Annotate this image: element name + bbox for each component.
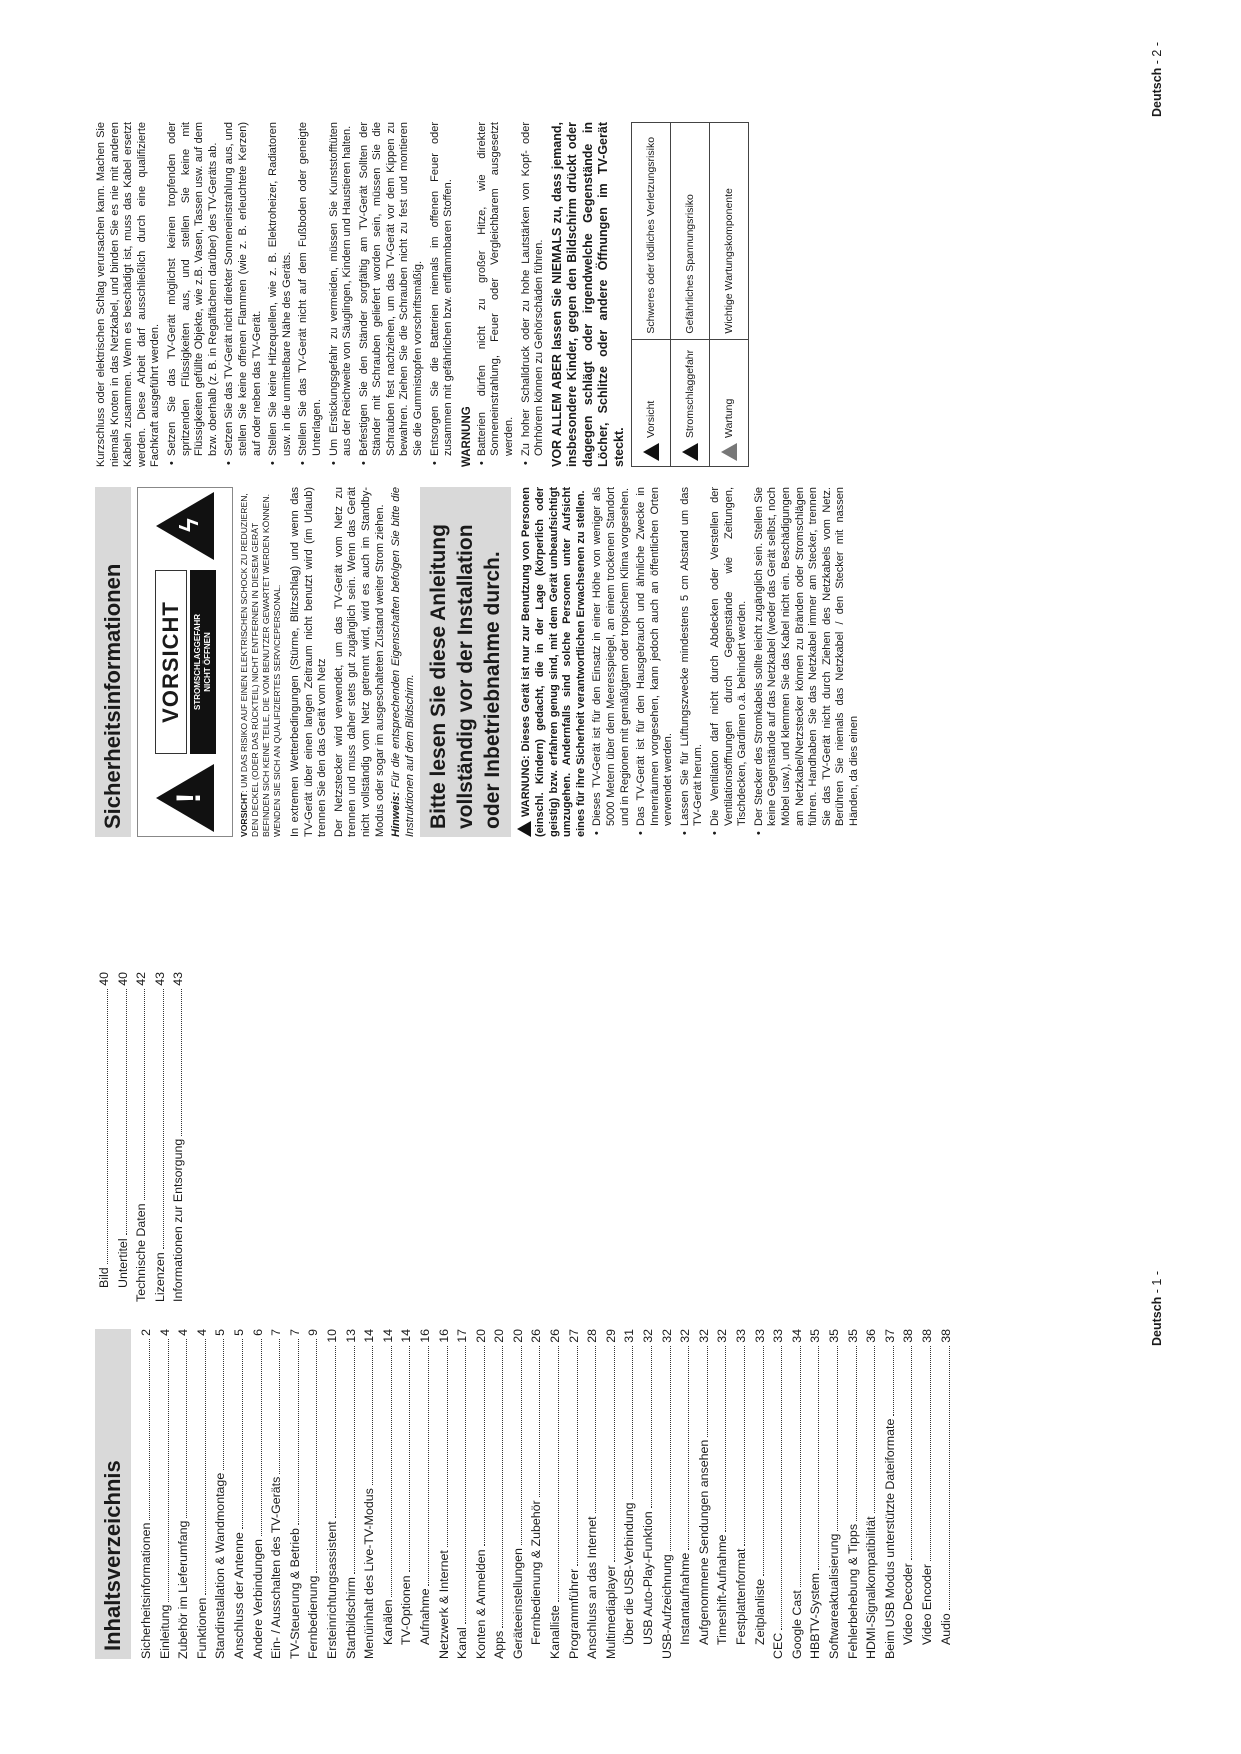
toc-entry-label: Anschluss an das Internet [585, 1516, 600, 1659]
caution-lead: VORSICHT [239, 792, 249, 837]
toc-entry[interactable] [918, 1329, 937, 1659]
maintenance-triangle-icon [721, 443, 737, 461]
toc-entry-label: Informationen zur Entsorgung [171, 1138, 186, 1302]
toc-leader-dots [325, 1346, 336, 1518]
shock-hazard-line-2: NICHT ÖFFNEN [202, 632, 212, 692]
caution-center [155, 570, 216, 754]
toc-entry-label: Kanal [455, 1627, 470, 1659]
toc-entry-page: 14 [380, 1329, 395, 1343]
toc-entry-label: Netzwerk & Internet [436, 1550, 451, 1659]
toc-entry-label: Standinstallation & Wandmontage [213, 1472, 228, 1659]
toc-leader-dots [678, 1346, 689, 1550]
symbol-label: Wartung [723, 398, 736, 438]
toc-leader-dots [585, 1346, 596, 1514]
shock-hazard-line-1: STROMSCHLAGGEFAHR [192, 614, 202, 710]
toc-entry-label: Bild [97, 1267, 111, 1288]
toc-entry-page: 37 [882, 1329, 897, 1343]
toc-entry-page: 2 [139, 1329, 153, 1336]
toc-list-continued [95, 972, 188, 1302]
toc-entry-page: 31 [622, 1329, 637, 1343]
toc-entry-page: 32 [678, 1329, 693, 1343]
caution-triangle-icon [643, 443, 659, 461]
toc-entry-label: USB-Aufzeichnung [659, 1554, 674, 1659]
footer-language: Deutsch [1150, 1296, 1164, 1346]
toc-entry-page: 4 [157, 1329, 172, 1336]
toc-entry[interactable] [267, 1329, 286, 1659]
toc-entry[interactable] [156, 1329, 175, 1659]
toc-entry-page: 40 [97, 972, 111, 986]
symbol-cell [710, 339, 749, 466]
caution-text [239, 487, 283, 837]
toc-entry-page: 5 [231, 1329, 246, 1336]
hint-lead: Hinweis: [390, 791, 403, 837]
toc-entry[interactable] [132, 972, 151, 1302]
toc-entry-page: 33 [734, 1329, 748, 1343]
toc-leader-dots [344, 1346, 355, 1574]
warning-heading: WARNUNG [460, 406, 473, 467]
bullet-battery-heat: • Batterien dürfen nicht zu großer Hitze, wie direkter Sonneneinstrahlung, Feuer oder Vergleichbarem ausgesetzt werden. [476, 122, 517, 467]
children-warning: VOR ALLEM ABER lassen Sie NIEMALS zu, dass jemand, insbesondere Kinder, gegen den Bildschirm drückt oder dagegen schlägt oder irgendwelche Gegenstände in Löcher, Schlitze oder andere Öffnungen im TV-Gerät steckt. [549, 122, 626, 467]
toc-entry[interactable] [881, 1329, 900, 1659]
toc-leader-dots [176, 1339, 187, 1518]
bullet-ventilation-gap: • Lassen Sie für Lüftungszwecke mindestens 5 cm Abstand um das TV-Gerät herum. [679, 487, 706, 837]
symbol-label: Vorsicht [645, 400, 658, 438]
toc-entry-page: 35 [826, 1329, 841, 1343]
symbol-label: Stromschlaggefahr [684, 349, 697, 438]
toc-entry-label: TV-Optionen [399, 1575, 414, 1645]
toc-entry[interactable] [379, 1329, 398, 1659]
toc-entry[interactable] [806, 1329, 825, 1659]
toc-leader-dots [846, 1346, 857, 1521]
warning-paragraph [517, 487, 588, 837]
toc-entry-label: Einleitung [157, 1604, 172, 1659]
toc-entry-page: 9 [306, 1329, 321, 1336]
toc-entry[interactable] [416, 1329, 435, 1659]
toc-entry[interactable] [509, 1329, 528, 1659]
footer-page-number: - 1 - [1150, 1270, 1164, 1297]
toc-entry-label: USB Auto-Play-Funktion [641, 1511, 656, 1645]
toc-entry-label: Menüinhalt des Live-TV-Modus [362, 1488, 377, 1659]
toc-entry-label: Google Cast [789, 1590, 804, 1659]
toc-entry[interactable] [732, 1329, 751, 1659]
symbol-description: Wichtige Wartungskomponente [710, 123, 749, 340]
toc-entry-page: 38 [919, 1329, 934, 1343]
toc-leader-dots [529, 1346, 540, 1498]
toc-entry[interactable] [639, 1329, 658, 1659]
toc-entry[interactable] [397, 1329, 416, 1659]
toc-entry[interactable] [825, 1329, 844, 1659]
toc-leader-dots [827, 1346, 838, 1531]
symbol-cell [671, 339, 710, 466]
symbol-table [631, 122, 749, 467]
toc-leader-dots [622, 1346, 633, 1500]
toc-entry-label: Ersteinrichtungsassistent [324, 1521, 339, 1659]
toc-entry[interactable] [95, 972, 114, 1302]
toc-leader-dots [306, 1339, 317, 1573]
symbol-row [710, 123, 749, 467]
toc-entry-label: Fernbedienung [306, 1575, 321, 1659]
lightning-warning-icon: ϟ [156, 492, 214, 560]
toc-entry-page: 33 [771, 1329, 786, 1343]
bullet-power-cord: • Der Stecker des Stromkabels sollte leicht zugänglich sein. Stellen Sie keine Gegenstände auf das Netzkabel (weder das Gerät selbst, noch Möbel usw.), und klemmen Sie das Kabel nicht ein. Beschädigungen am Netzkabel/Netzstecker können zu Bränden oder Stromschlägen führen. Handhaben Sie das Netzkabel immer am Stecker, trennen Sie das TV-Gerät nicht durch Ziehen des Netzkabels vom Netz. Berühren Sie niemals das Netzkabel / den Stecker mit nassen Händen, da dies einen [753, 487, 862, 837]
footer-page-number: - 2 - [1150, 41, 1164, 68]
toc-entry-label: Beim USB Modus unterstützte Dateiformate [882, 1418, 897, 1659]
toc-leader-dots [232, 1339, 243, 1529]
toc-entry[interactable] [249, 1329, 268, 1659]
toc-entry[interactable] [620, 1329, 639, 1659]
toc-leader-dots [734, 1346, 745, 1546]
toc-leader-dots [399, 1346, 410, 1573]
toc-entry-page: 14 [399, 1329, 414, 1343]
toc-entry[interactable] [527, 1329, 546, 1659]
bullet-stand: • Befestigen Sie den Ständer sorgfältig am TV-Gerät Sollten der Ständer mit Schrauben geliefert worden sein, müssen Sie die Schrauben fest nachziehen, um das TV-Gerät vor dem Kippen zu bewahren. Ziehen Sie die Schrauben nicht zu fest und montieren Sie die Gummistopfen vorschriftsmäßig. [358, 122, 426, 467]
toc-entry-page: 5 [213, 1329, 228, 1336]
toc-entry-page: 7 [269, 1329, 284, 1336]
toc-leader-dots [362, 1346, 373, 1485]
toc-leader-dots [269, 1339, 280, 1474]
toc-leader-dots [771, 1346, 782, 1630]
toc-entry[interactable] [602, 1329, 621, 1659]
toc-leader-dots [492, 1346, 503, 1628]
toc-entry-label: Konten & Anmelden [473, 1549, 488, 1659]
caution-body: : UM DAS RISIKO AUF EINEN ELEKTRISCHEN SCHOCK ZU REDUZIEREN, DEN DECKEL (ODER DAS RÜCKTEIL) NICHT ENTFERNEN IN DIESEM GERÄT BEFINDEN SICH KEINE TEILE, DIE VOM BENUTZER GEWARTET WERDEN KÖNNEN. WENDEN SIE SICH AN QUALIFIZIERTES SERVICEPERSONAL. [239, 493, 282, 837]
toc-entry-label: Lizenzen [152, 1252, 167, 1302]
toc-entry-page: 4 [194, 1329, 209, 1336]
toc-leader-dots [641, 1346, 652, 1509]
toc-entry[interactable] [230, 1329, 249, 1659]
bullet-heat-sources: • Stellen Sie keine Hitzequellen, wie z. B. Elektroheizer, Radiatoren usw. in die unmittelbare Nähe des Geräts. [267, 122, 294, 467]
toc-entry[interactable] [323, 1329, 342, 1659]
footer-language: Deutsch [1150, 67, 1164, 117]
read-manual-title: Bitte lesen Sie diese Anleitung vollständig vor der Installation oder Inbetriebnahme durch. [420, 487, 511, 837]
bullet-floor: • Stellen Sie das TV-Gerät nicht auf dem Fußboden oder geneigte Unterlagen. [297, 122, 324, 467]
symbol-description: Schweres oder tödliches Verletzungsrisiko [632, 123, 671, 340]
toc-leader-dots [288, 1339, 299, 1525]
symbol-row [632, 123, 671, 467]
toc-leader-dots [171, 989, 182, 1136]
toc-entry-label: Video Decoder [901, 1563, 916, 1645]
toc-entry[interactable] [769, 1329, 788, 1659]
toc-entry-label: Geräteeinstellungen [510, 1548, 525, 1659]
toc-entry-label: Fehlerbehebung & Tipps [845, 1523, 860, 1659]
toc-title: Inhaltsverzeichnis [95, 1329, 131, 1659]
toc-entry-label: Startbildschirm [343, 1577, 358, 1659]
toc-leader-dots [715, 1346, 726, 1532]
toc-entry-label: Kanälen [380, 1599, 395, 1645]
toc-entry[interactable] [937, 1329, 956, 1659]
toc-entry[interactable] [211, 1329, 230, 1659]
toc-entry-label: Programmführer [566, 1568, 581, 1659]
toc-entry-label: Video Encoder [919, 1563, 934, 1645]
toc-entry-page: 17 [455, 1329, 470, 1343]
bullet-plastic-bags: • Um Erstickungsgefahr zu vermeiden, müssen Sie Kunststofftüten aus der Reichweite von Säuglingen, Kindern und Haustieren halten. [328, 122, 355, 467]
warning-icon [517, 821, 531, 837]
toc-leader-dots [883, 1346, 894, 1416]
toc-entry[interactable] [490, 1329, 509, 1659]
page-footer-2 [1150, 42, 1164, 117]
toc-entry-label: Timeshift-Aufnahme [715, 1534, 730, 1645]
toc-leader-dots [604, 1346, 615, 1563]
lightning-triangle-icon [682, 443, 698, 461]
toc-entry-label: Anschluss der Antenne [231, 1532, 246, 1659]
toc-entry-page: 27 [566, 1329, 581, 1343]
toc-entry-page: 43 [152, 972, 167, 986]
page-1 [0, 877, 1241, 1754]
bullet-altitude: • Dieses TV-Gerät ist für den Einsatz in einer Höhe von weniger als 5000 Metern über dem Meeresspiegel, an einem trockenen Standort und in Regionen mit gemäßigtem oder tropischem Klima vorgesehen. [591, 487, 632, 837]
toc-entry-page: 13 [343, 1329, 358, 1343]
toc-leader-dots [418, 1346, 429, 1586]
toc-leader-dots [455, 1346, 466, 1625]
toc-leader-dots [901, 1346, 912, 1560]
toc-entry-page: 43 [171, 972, 186, 986]
toc-column-2 [95, 972, 188, 1302]
toc-leader-dots [195, 1339, 206, 1595]
toc-leader-dots [790, 1346, 801, 1587]
toc-entry-page: 32 [659, 1329, 674, 1343]
toc-leader-dots [251, 1339, 262, 1536]
toc-entry-page: 32 [641, 1329, 656, 1343]
warning-text: WARNUNG: Dieses Gerät ist nur zur Benutzung von Personen (einschl. Kindern) gedacht, die in der Lage (körperlich oder geistig) bzw. erfahren genug sind, mit dem Gerät unbeaufsichtigt umzugehen. Andernfalls sind solche Personen unter Aufsicht eines für ihre Sicherheit verantwortlichen Erwachsenen zu stellen. [520, 487, 587, 837]
bullet-ventilation-cover: • Die Ventilation darf nicht durch Abdecken oder Verstellen der Ventilationsöffnungen durch Gegenstände wie Zeitungen, Tischdecken, Gardinen o.ä. behindert werden. [709, 487, 750, 837]
toc-entry-page: 26 [529, 1329, 544, 1343]
toc-entry-label: Softwareaktualisierung [826, 1533, 841, 1659]
toc-entry-label: Zubehör im Lieferumfang [176, 1520, 191, 1659]
toc-entry-page: 40 [115, 972, 130, 986]
exclamation-warning-icon: ! [156, 764, 214, 832]
toc-leader-dots [213, 1339, 224, 1470]
toc-leader-dots [139, 1339, 150, 1520]
toc-leader-dots [920, 1346, 931, 1561]
toc-leader-dots [511, 1346, 522, 1545]
toc-entry-label: Instantaufnahme [678, 1552, 693, 1645]
caution-label [137, 487, 233, 837]
toc-leader-dots [697, 1346, 708, 1437]
bullet-indoor: • Das TV-Gerät ist für den Hausgebrauch und ähnliche Zwecke in Innenräumen vorgesehen, kann jedoch auch an öffentlichen Orten verwendet werden. [635, 487, 676, 837]
toc-entry-label: Untertitel [115, 1238, 130, 1288]
toc-entry-page: 26 [548, 1329, 563, 1343]
toc-entry-page: 14 [362, 1329, 377, 1343]
toc-leader-dots [158, 1339, 169, 1602]
safety-column-2 [95, 122, 749, 467]
toc-entry[interactable] [304, 1329, 323, 1659]
weather-paragraph: In extremen Wetterbedingungen (Stürme, Blitzschlag) und wenn das TV-Gerät über einen langen Zeitraum nicht benutzt wird (im Urlaub) trennen Sie den das Gerät vom Netz [289, 487, 329, 837]
toc-entry-page: 38 [901, 1329, 916, 1343]
toc-leader-dots [381, 1346, 392, 1597]
toc-leader-dots [548, 1346, 559, 1602]
toc-leader-dots [753, 1346, 764, 1576]
toc-entry[interactable] [713, 1329, 732, 1659]
toc-entry-label: CEC [771, 1632, 786, 1659]
toc-entry[interactable] [899, 1329, 918, 1659]
safety-column-1 [95, 487, 865, 837]
toc-entry[interactable] [658, 1329, 677, 1659]
toc-list [137, 1329, 955, 1659]
toc-entry[interactable] [169, 972, 188, 1302]
toc-entry-page: 32 [715, 1329, 730, 1343]
toc-entry-page: 20 [492, 1329, 507, 1343]
toc-entry[interactable] [453, 1329, 472, 1659]
toc-entry-page: 42 [134, 972, 149, 986]
bullet-sound-pressure: • Zu hoher Schalldruck oder zu hohe Lautstärken von Kopf- oder Ohrhörern können zu Gehörschäden führen. [520, 122, 547, 467]
toc-entry-page: 28 [585, 1329, 600, 1343]
toc-entry-page: 35 [845, 1329, 860, 1343]
toc-entry-page: 6 [250, 1329, 265, 1336]
symbol-cell [632, 339, 671, 466]
toc-entry-label: Apps [492, 1630, 507, 1659]
toc-leader-dots [437, 1346, 448, 1547]
toc-leader-dots [567, 1346, 578, 1566]
toc-entry[interactable] [137, 1329, 156, 1659]
toc-entry-page: 20 [510, 1329, 525, 1343]
toc-entry-label: Aufnahme [417, 1588, 432, 1645]
toc-entry[interactable] [151, 972, 170, 1302]
toc-entry-page: 32 [696, 1329, 711, 1343]
toc-entry[interactable] [193, 1329, 212, 1659]
toc-entry[interactable] [114, 972, 133, 1302]
toc-entry-page: 4 [176, 1329, 191, 1336]
toc-entry-label: Ein- / Ausschalten des TV-Geräts [269, 1476, 284, 1659]
toc-entry-page: 7 [287, 1329, 302, 1336]
toc-entry[interactable] [286, 1329, 305, 1659]
toc-entry[interactable] [546, 1329, 565, 1659]
toc-leader-dots [939, 1346, 950, 1611]
toc-entry[interactable] [565, 1329, 584, 1659]
toc-leader-dots [660, 1346, 671, 1552]
toc-entry-page: 16 [436, 1329, 451, 1343]
bullet-liquids: • Setzen Sie das TV-Gerät möglichst keinen tropfenden oder spritzenden Flüssigkeiten aus, und stellen Sie keine mit Flüssigkeiten gefüllte Objekte, wie z.B. Vasen, Tassen usw. auf dem bzw. oberhalb (z. B. in Regalfächern darüber) des TV-Geräts ab. [166, 122, 220, 467]
toc-entry-label: Festplattenformat [734, 1548, 748, 1645]
toc-entry[interactable] [751, 1329, 770, 1659]
toc-column-1 [95, 1329, 955, 1659]
hint-body: Für die entsprechenden Eigenschaften befolgen Sie bitte die Instruktionen auf dem Bildschirm. [390, 487, 416, 837]
toc-leader-dots [474, 1346, 485, 1547]
toc-entry-label: Technische Daten [134, 1203, 149, 1302]
toc-entry-page: 10 [324, 1329, 339, 1343]
toc-entry-label: Andere Verbindungen [250, 1539, 265, 1659]
toc-entry[interactable] [788, 1329, 807, 1659]
vorsicht-heading: VORSICHT [155, 570, 187, 754]
toc-entry[interactable] [435, 1329, 454, 1659]
toc-leader-dots [134, 989, 145, 1201]
hint-paragraph [390, 487, 417, 837]
toc-leader-dots [97, 989, 108, 1265]
toc-entry[interactable] [695, 1329, 714, 1659]
toc-entry-label: Aufgenommene Sendungen ansehen [696, 1439, 711, 1645]
toc-entry-page: 34 [789, 1329, 804, 1343]
toc-entry-page: 33 [752, 1329, 767, 1343]
toc-entry[interactable] [583, 1329, 602, 1659]
toc-entry-page: 35 [808, 1329, 823, 1343]
toc-entry-page: 20 [473, 1329, 488, 1343]
toc-entry-page: 36 [864, 1329, 879, 1343]
toc-entry-label: HDMI-Signalkompatibilität [864, 1516, 879, 1659]
toc-entry[interactable] [174, 1329, 193, 1659]
toc-leader-dots [808, 1346, 819, 1570]
toc-entry-label: Sicherheitsinformationen [139, 1522, 153, 1659]
toc-entry[interactable] [862, 1329, 881, 1659]
plug-paragraph: Der Netzstecker wird verwendet, um das TV-Gerät vom Netz zu trennen und muss daher stets gut zugänglich sein. Wenn das Gerät nicht vollständig vom Netz getrennt wird, wird es auch im Standby-Modus oder sogar im ausgeschalteten Zustand weiter Strom ziehen. [332, 487, 386, 837]
toc-entry[interactable] [844, 1329, 863, 1659]
toc-leader-dots [153, 989, 164, 1250]
toc-entry-label: Funktionen [194, 1597, 209, 1659]
toc-entry-label: Fernbedienung & Zubehör [529, 1500, 544, 1645]
page-footer-1 [1150, 1271, 1164, 1346]
toc-entry[interactable] [472, 1329, 491, 1659]
shock-hazard-bar [190, 570, 216, 754]
toc-entry[interactable] [342, 1329, 361, 1659]
toc-entry-label: Kanalliste [548, 1605, 563, 1659]
toc-entry[interactable] [676, 1329, 695, 1659]
safety-title: Sicherheitsinformationen [95, 487, 131, 837]
toc-entry-label: Zeitplanliste [752, 1578, 767, 1645]
toc-entry-label: TV-Steuerung & Betrieb [287, 1528, 302, 1659]
toc-entry-page: 16 [417, 1329, 432, 1343]
toc-entry[interactable] [360, 1329, 379, 1659]
toc-entry-label: Multimediaplayer [603, 1565, 618, 1659]
toc-entry-page: 29 [603, 1329, 618, 1343]
toc-entry-label: HBBTV-System [808, 1572, 823, 1659]
toc-leader-dots [864, 1346, 875, 1514]
toc-leader-dots [116, 989, 127, 1236]
bullet-battery-fire: • Entsorgen Sie die Batterien niemals im offenen Feuer oder zusammen mit gefährlichen bzw. entflammbaren Stoffen. [429, 122, 456, 467]
toc-entry-label: Über die USB-Verbindung [622, 1502, 637, 1645]
symbol-description: Gefährliches Spannungsrisiko [671, 123, 710, 340]
symbol-row [671, 123, 710, 467]
toc-entry-page: 38 [938, 1329, 953, 1343]
toc-entry-label: Audio [938, 1613, 953, 1645]
short-circuit-paragraph: Kurzschluss oder elektrischen Schlag verursachen kann. Machen Sie niemals Knoten in das Netzkabel, und binden Sie es nie mit anderen Kabeln zusammen. Wenn es beschädigt ist, muss das Kabel ersetzt werden. Diese Arbeit darf ausschließlich durch eine qualifizierte Fachkraft ausgeführt werden. [95, 122, 162, 467]
bullet-sunlight: • Setzen Sie das TV-Gerät nicht direkter Sonneneinstrahlung aus, und stellen Sie keine offenen Flammen (wie z. B. erleuchtete Kerzen) auf oder neben das TV-Gerät. [223, 122, 264, 467]
